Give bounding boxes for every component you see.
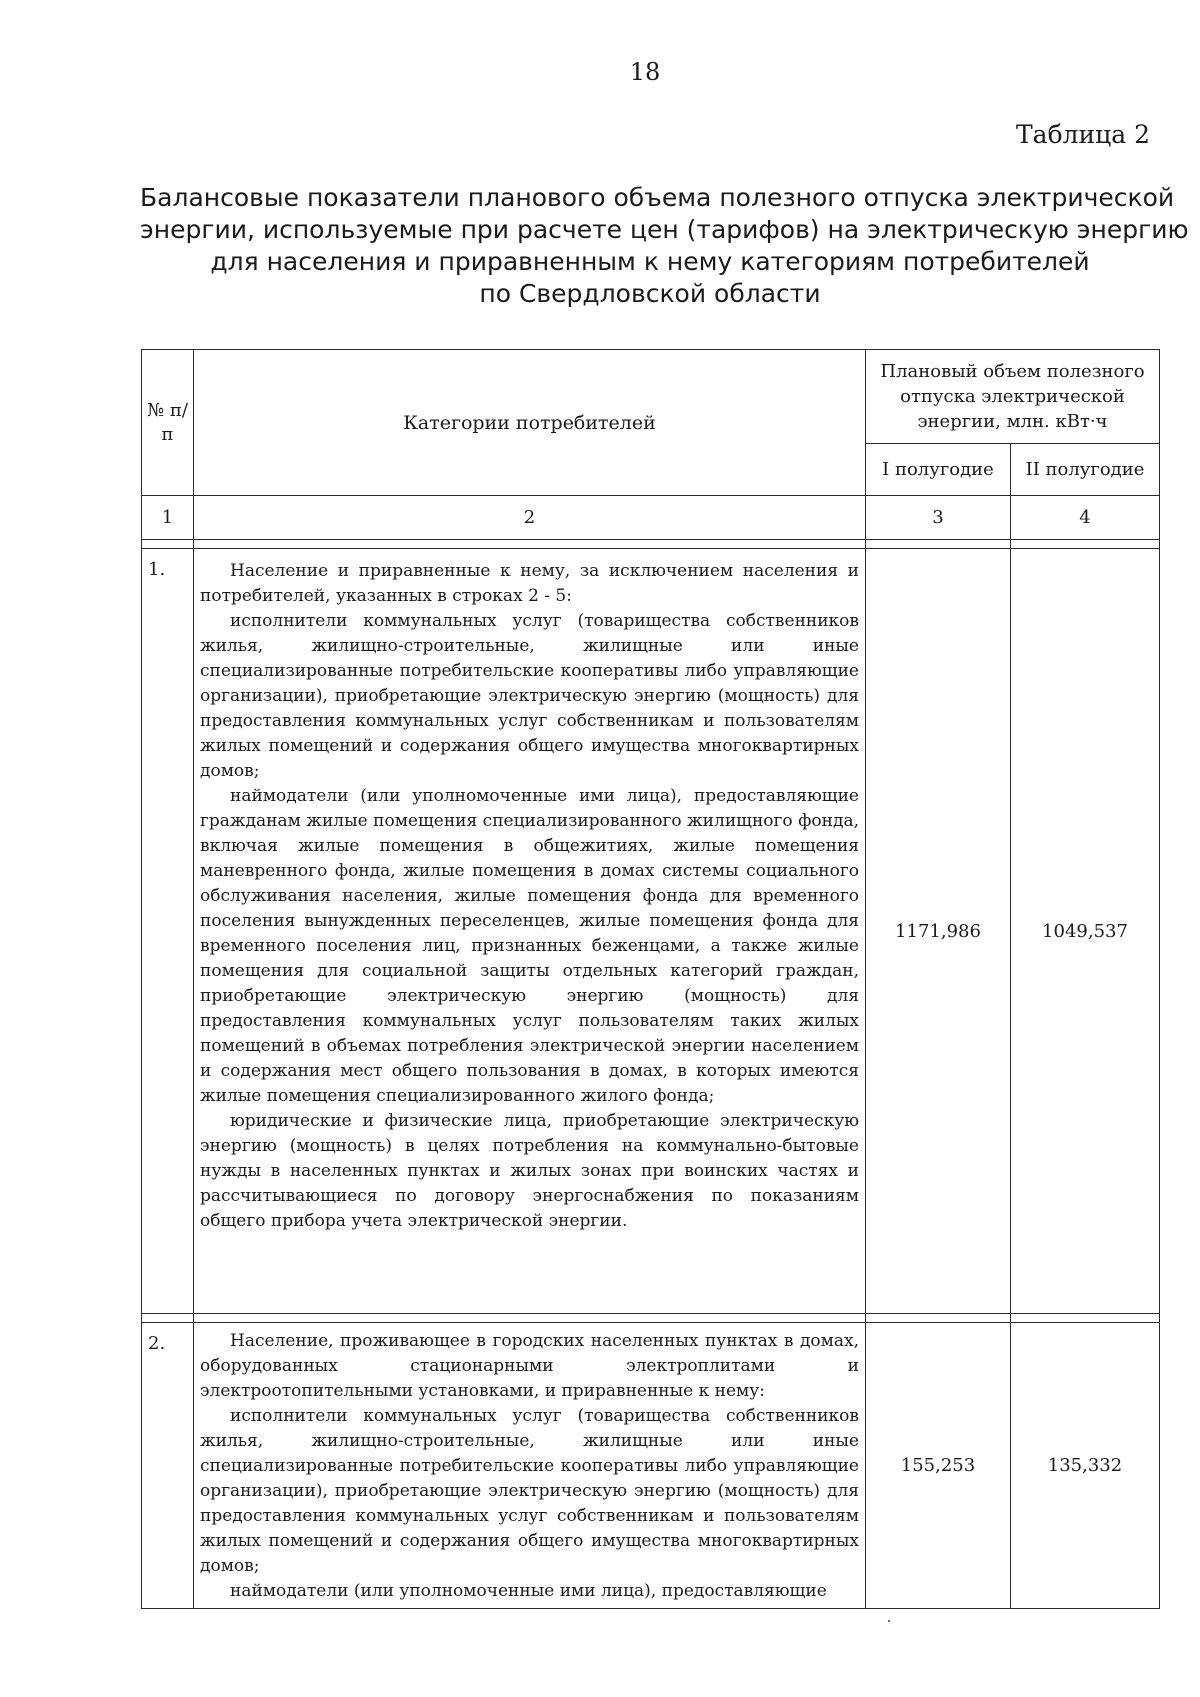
row-description [194,1323,866,1609]
value-half2: 135,332 [1011,1323,1160,1609]
spacer-row [142,1314,1160,1323]
page-number: 18 [629,58,661,86]
spacer-row [142,540,1160,549]
header-half1: I полугодие [866,444,1011,496]
column-number: 3 [866,496,1011,540]
row-number: 1. [142,549,194,1314]
column-number: 4 [1011,496,1160,540]
column-number-row [142,496,1160,540]
description-paragraph: исполнители коммунальных услуг (товарищества собственников жилья, жилищно-строительные, жилищные или иные специализированные потребительские кооперативы либо управляющие организации), приобретающие электрическую энергию (мощность) для предоставления коммунальных услуг собственникам и пользователям жилых помещений и содержания общего имущества многоквартирных домов; [200,611,859,781]
description-paragraph: Население, проживающее в городских населенных пунктах в домах, оборудованных стационарными электроплитами и электроотопительными установками, и приравненные к нему: [200,1331,859,1401]
table-row [142,1323,1160,1609]
description-paragraph: наймодатели (или уполномоченные ими лица), предоставляющие [230,1581,827,1601]
title-line: энергии, используемые при расчете цен (тарифов) на электрическую энергию [140,215,1189,244]
description-paragraph: юридические и физические лица, приобретающие электрическую энергию (мощность) в целях потребления на коммунально-бытовые нужды в населенных пунктах и жилых зонах при воинских частях и рассчитывающиеся по договору энергоснабжения по показаниям общего прибора учета электрической энергии. [200,1111,859,1231]
header-half2: II полугодие [1011,444,1160,496]
value-half2: 1049,537 [1011,549,1160,1314]
value-half1: 155,253 [866,1323,1011,1609]
document-title [140,182,1189,310]
title-line: по Свердловской области [479,279,821,308]
header-row [142,350,1160,444]
row-number: 2. [142,1323,194,1609]
header-volume: Плановый объем полезного отпуска электрической энергии, млн. кВт·ч [866,350,1160,444]
column-number: 2 [194,496,866,540]
row-description [194,549,866,1314]
description-paragraph: Население и приравненные к нему, за исключением населения и потребителей, указанных в строках 2 - 5: [200,561,859,606]
title-line: для населения и приравненным к нему категориям потребителей [210,247,1090,276]
description-paragraph: наймодатели (или уполномоченные ими лица), предоставляющие гражданам жилые помещения специализированного жилищного фонда, включая жилые помещения в общежитиях, жилые помещения маневренного фонда, жилые помещения в домах системы социального обслуживания населения, жилые помещения фонда для временного поселения вынужденных переселенцев, жилые помещения фонда для временного поселения лиц, признанных беженцами, а также жилые помещения для социальной защиты отдельных категорий граждан, приобретающие электрическую энергию (мощность) для предоставления коммунальных услуг пользователям таких жилых помещений в объемах потребления электрической энергии населением и содержания мест общего пользования в домах, в которых имеются жилые помещения специализированного жилого фонда; [200,786,859,1106]
title-line: Балансовые показатели планового объема полезного отпуска электрической [140,183,1175,212]
header-category: Категории потребителей [194,350,866,496]
table-row [142,549,1160,1314]
header-number: № п/п [142,350,194,496]
scan-mark [888,1620,890,1622]
value-half1: 1171,986 [866,549,1011,1314]
table-label: Таблица 2 [1015,120,1150,149]
description-paragraph: исполнители коммунальных услуг (товарищества собственников жилья, жилищно-строительные, жилищные или иные специализированные потребительские кооперативы либо управляющие организации), приобретающие электрическую энергию (мощность) для предоставления коммунальных услуг собственникам и пользователям жилых помещений и содержания общего имущества многоквартирных домов; [200,1406,859,1576]
balance-table [141,349,1160,1609]
column-number: 1 [142,496,194,540]
